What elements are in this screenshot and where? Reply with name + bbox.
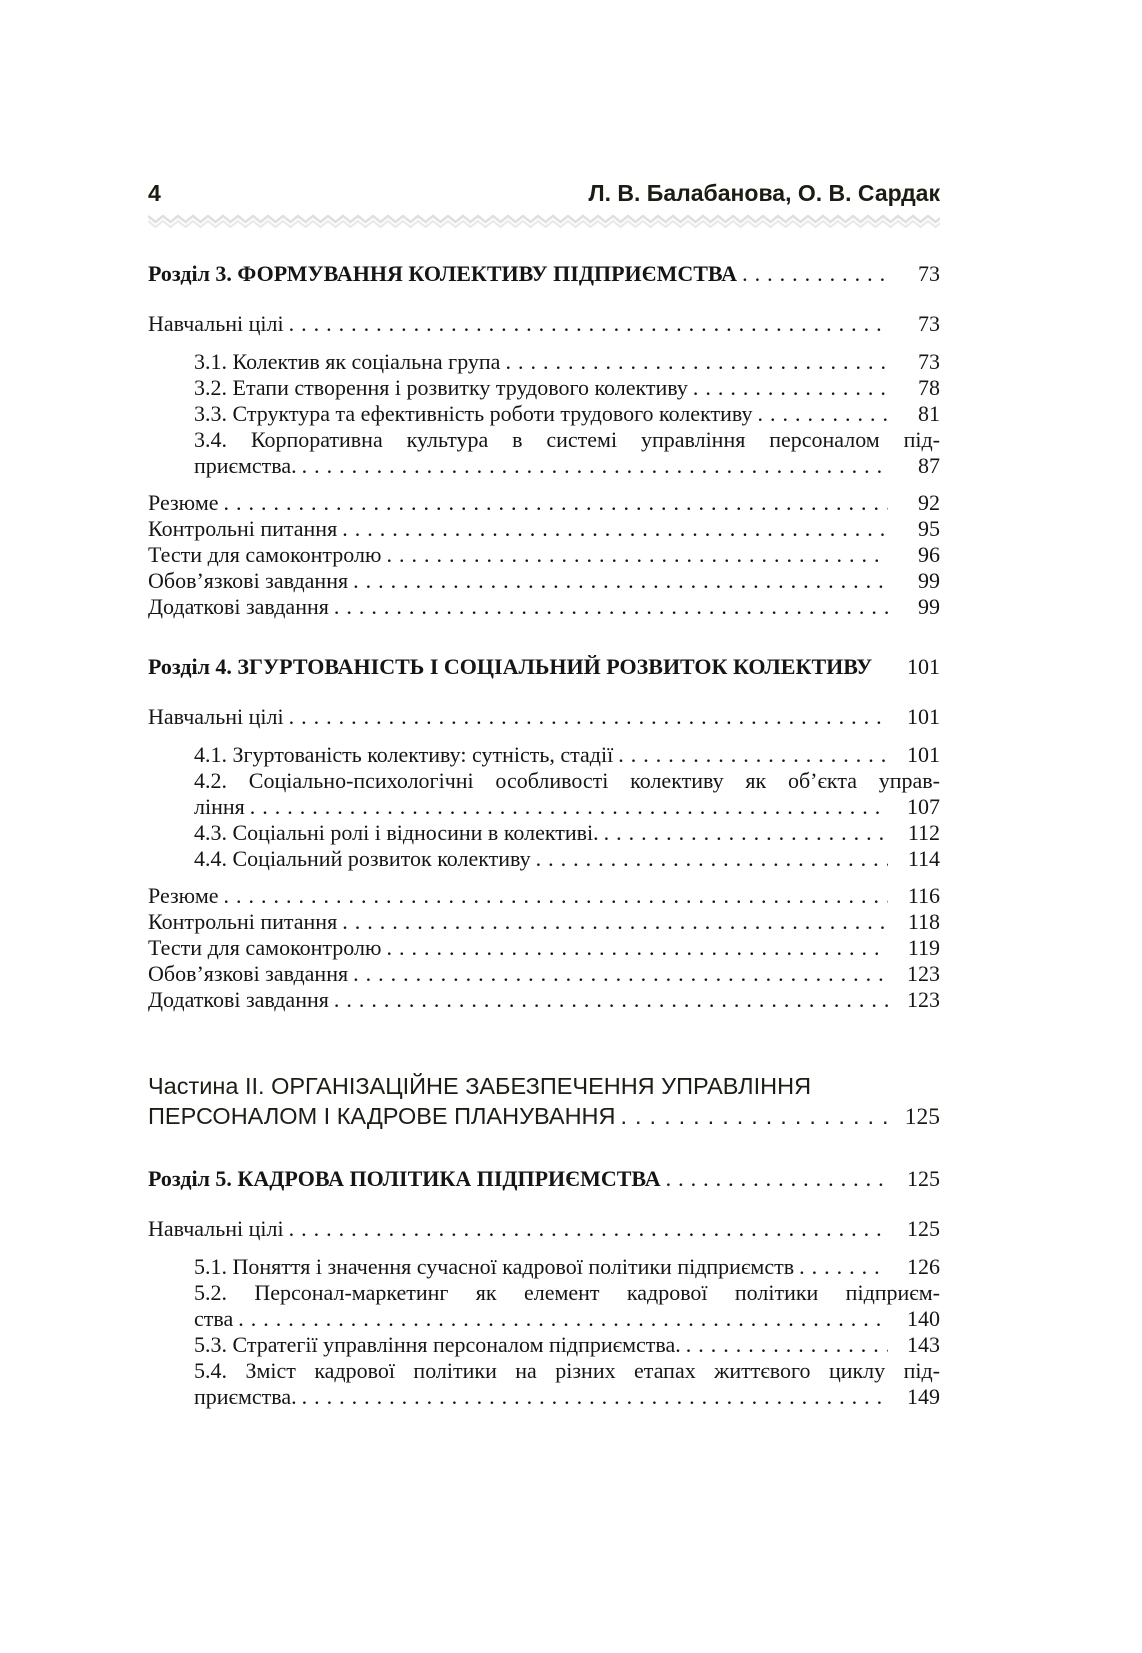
toc-entry-label: Розділ 5. КАДРОВА ПОЛІТИКА ПІДПРИЄМСТВА [148,1166,661,1191]
toc-entry-main-line [194,1254,940,1280]
toc-entry-page-number: 95 [918,516,940,541]
toc-entry-main-line [194,375,940,401]
toc-entry [148,516,940,542]
toc-entry-label: Навчальні цілі [148,704,284,729]
toc-entry-main-line [148,1216,940,1242]
toc-entry-page-number: 125 [907,1166,940,1191]
toc-entry-label: Контрольні питання [148,516,338,541]
toc-entry-page-number: 73 [918,311,940,336]
toc-entry-label: приємства. [194,1384,297,1409]
toc-entry-label: 3.2. Етапи створення і розвитку трудового колективу [194,375,688,400]
toc-entry-main-line [194,401,940,427]
toc-entry [148,427,940,479]
toc-entry [148,704,940,730]
dot-leader [238,1306,888,1332]
toc-entry-label: приємства. [194,453,297,478]
dot-leader [353,961,888,987]
toc-entry-label: 3.1. Колектив як соціальна група [194,349,501,374]
toc-entry-label: Обов’язкові завдання [148,961,349,986]
toc-entry [148,1071,940,1132]
toc-entry-main-line [194,349,940,375]
toc-entry [148,490,940,516]
dot-leader [334,987,888,1013]
toc-entry-page-number: 107 [907,794,940,819]
toc-entry [148,542,940,568]
toc-entry [148,568,940,594]
toc-entry-main-line [194,1306,940,1332]
toc-entry-label: Додаткові завдання [148,594,329,619]
toc-entry-label: Резюме [148,490,219,515]
dot-leader [289,704,888,730]
toc-entry-label: Контрольні питання [148,909,338,934]
toc-entry-main-line [148,261,940,287]
toc-entry [148,594,940,620]
toc-entry [148,375,940,401]
running-header [148,180,940,206]
toc-entry-page-number: 112 [907,820,940,845]
toc-entry-main-line [194,1384,940,1410]
toc-entry-main-line [148,1101,940,1132]
toc-entry-label: Резюме [148,883,219,908]
toc-entry-main-line [148,594,940,620]
toc-entry-label: Тести для самоконтролю [148,542,382,567]
toc-entry-main-line [148,883,940,909]
dot-leader [758,401,889,427]
toc-entry-label: ління [194,794,245,819]
toc-entry-main-line [148,311,940,337]
toc-entry-main-line [148,961,940,987]
toc-entry-line1: 3.4. Корпоративна культура в системі управління персоналом під- [194,427,940,452]
toc-entry-page-number: 101 [907,742,940,767]
toc-entry-page-number: 99 [918,568,940,593]
toc-entry [148,1332,940,1358]
dot-leader [353,568,888,594]
toc-entry-main-line [148,490,940,516]
toc-entry [148,883,940,909]
toc-entry-label: 5.1. Поняття і значення сучасної кадрової політики підприємств [194,1254,795,1279]
dot-leader [620,1101,888,1131]
toc-entry [148,768,940,820]
toc-entry-main-line [148,1166,940,1192]
dot-leader [386,935,888,961]
dot-leader [799,1254,888,1280]
toc-entry [148,742,940,768]
toc-entry-page-number: 92 [918,490,940,515]
toc-entry-line1: Частина ІІ. ОРГАНІЗАЦІЙНЕ ЗАБЕЗПЕЧЕННЯ УПРАВЛІННЯ [148,1073,812,1099]
toc-entry-page-number: 140 [907,1306,940,1331]
toc-entry-page-number: 126 [907,1254,940,1279]
folio-page-number: 4 [148,180,161,206]
toc-entry-page-number: 116 [907,883,940,908]
toc-entry-label: Розділ 3. ФОРМУВАННЯ КОЛЕКТИВУ ПІДПРИЄМСТВА [148,261,738,286]
toc-entry-main-line [148,654,940,680]
toc-entry [148,909,940,935]
toc-entry-label: 4.1. Згуртованість колективу: сутність, стадії [194,742,614,767]
toc-entry [148,820,940,846]
dot-leader [224,883,888,909]
toc-entry-line1: 5.2. Персонал-маркетинг як елемент кадрової політики підприєм- [194,1280,940,1305]
dot-leader [666,1166,888,1192]
toc-entry-page-number: 99 [918,594,940,619]
running-head-authors: Л. В. Балабанова, О. В. Сардак [588,180,940,206]
toc-entry-label: ства [194,1306,234,1331]
toc-entry-page-number: 114 [907,846,940,871]
dot-leader [302,453,888,479]
toc-entry [148,1280,940,1332]
toc-entry-label: 5.3. Стратегії управління персоналом підприємства. [194,1332,681,1357]
toc-entry-main-line [194,846,940,872]
toc-entry-main-line [194,794,940,820]
dot-leader [604,820,888,846]
toc-entry-main-line [148,909,940,935]
toc-entry-main-line [194,453,940,479]
toc-entry-line1: 5.4. Зміст кадрової політики на різних етапах життєвого циклу під- [194,1358,940,1383]
zigzag-divider-svg [148,213,940,231]
dot-leader [224,490,888,516]
toc-entry-page-number: 81 [918,401,940,426]
toc-entry [148,1166,940,1192]
toc-entry-page-number: 123 [907,987,940,1012]
toc-entry [148,261,940,287]
toc-entry-main-line [148,516,940,542]
toc-entry [148,935,940,961]
dot-leader [334,594,888,620]
dot-leader [386,542,888,568]
toc-entry-page-number: 101 [907,654,940,679]
dot-leader [289,311,888,337]
toc-entry [148,1216,940,1242]
toc-entry-label: Навчальні цілі [148,311,284,336]
toc-entry-page-number: 149 [907,1384,940,1409]
toc-entry-page-number: 125 [907,1216,940,1241]
toc-entry-label: Обов’язкові завдання [148,568,349,593]
toc-entry-page-number: 123 [907,961,940,986]
toc-entry-main-line [148,568,940,594]
toc-entry [148,987,940,1013]
toc-entry-label: Тести для самоконтролю [148,935,382,960]
toc-entry-page-number: 73 [918,349,940,374]
toc-entry-page-number: 96 [918,542,940,567]
toc-entry [148,349,940,375]
toc-entry-label: Навчальні цілі [148,1216,284,1241]
zigzag-divider-icon [148,213,940,231]
dot-leader [693,375,888,401]
toc-entry-main-line [148,987,940,1013]
toc-entry-label: 3.3. Структура та ефективність роботи трудового колективу [194,401,753,426]
toc-entry-page-number: 125 [904,1104,940,1130]
page-content [148,0,940,1410]
dot-leader [302,1384,888,1410]
toc-entry-label: Додаткові завдання [148,987,329,1012]
dot-leader [686,1332,888,1358]
toc-entry-main-line [148,935,940,961]
toc-entry [148,1254,940,1280]
toc-entry-page-number: 118 [907,909,940,934]
dot-leader [289,1216,888,1242]
toc-entry-page-number: 119 [907,935,940,960]
toc-entry-main-line [194,820,940,846]
toc-entry-page-number: 101 [907,704,940,729]
toc-entry [148,311,940,337]
toc-entry-label: Розділ 4. ЗГУРТОВАНІСТЬ І СОЦІАЛЬНИЙ РОЗВИТОК КОЛЕКТИВУ [148,654,873,679]
toc-entry-label: 4.3. Соціальні ролі і відносини в колективі. [194,820,599,845]
dot-leader [342,909,888,935]
toc-entry [148,401,940,427]
toc-entry-main-line [148,704,940,730]
toc-entry [148,1358,940,1410]
toc-entry-page-number: 78 [918,375,940,400]
dot-leader [536,846,888,872]
toc-entry-label: 4.4. Соціальний розвиток колективу [194,846,531,871]
toc-entry-label: ПЕРСОНАЛОМ І КАДРОВЕ ПЛАНУВАННЯ [148,1103,616,1129]
toc-entry [148,846,940,872]
dot-leader [742,261,888,287]
toc-entry-line1: 4.2. Соціально-психологічні особливості колективу як об’єкта управ- [194,768,940,793]
toc-entry-page-number: 73 [918,261,940,286]
toc-entry [148,654,940,680]
toc-entry-main-line [148,542,940,568]
dot-leader [618,742,888,768]
dot-leader [342,516,888,542]
toc-entry-main-line [194,742,940,768]
dot-leader [250,794,888,820]
dot-leader [505,349,888,375]
toc-entry-page-number: 87 [918,453,940,478]
toc-entry-main-line [194,1332,940,1358]
toc-entry [148,961,940,987]
toc-entry-page-number: 143 [907,1332,940,1357]
table-of-contents [148,261,940,1410]
